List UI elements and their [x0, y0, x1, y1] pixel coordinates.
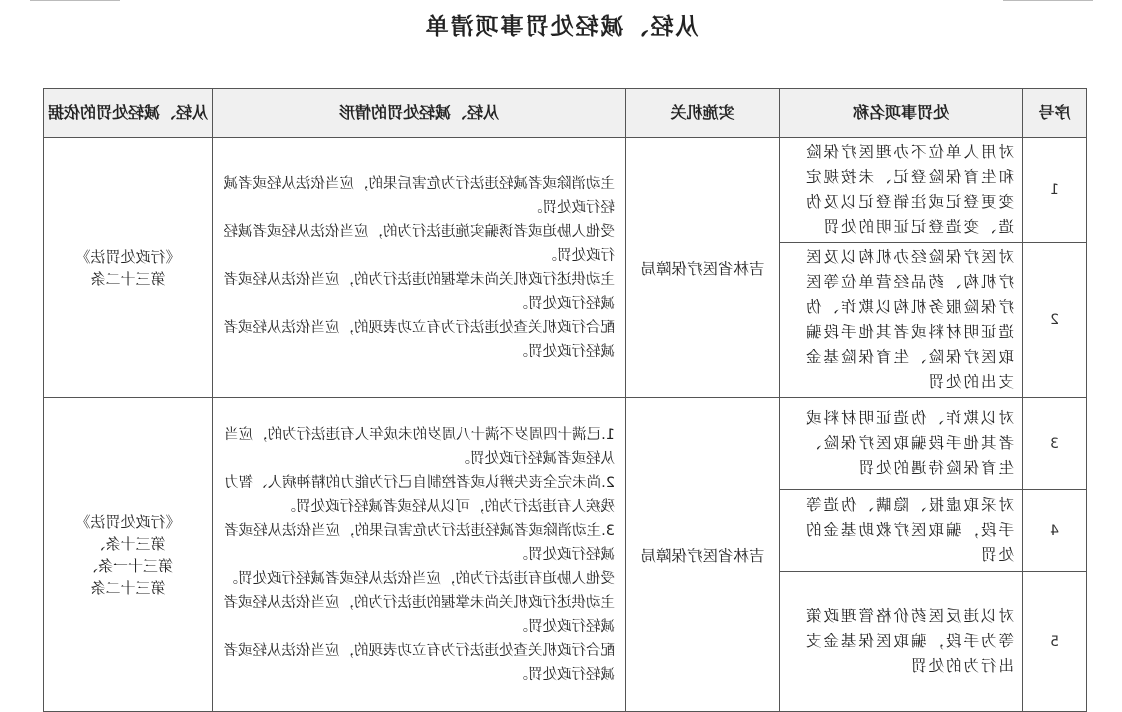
- seq-cell: [1023, 138, 1087, 243]
- item-name-cell: [780, 490, 1023, 572]
- item-number: 3: [1050, 435, 1059, 452]
- organ-cell: [626, 398, 780, 712]
- item-name: 对以违反医药价格管理政策等为手段，骗取医保基金支出行为的处罚: [803, 607, 1014, 675]
- penalty-table: [43, 88, 1087, 712]
- circumstance-item: 主动供述行政机关尚未掌握的违法行为的，应当依法从轻或者减轻行政处罚。: [223, 594, 615, 635]
- item-number: 1: [1050, 182, 1059, 198]
- basis-text: [44, 511, 212, 599]
- basis-line: 《行政处罚法》: [75, 247, 181, 266]
- circumstance-item: 1.已满十四周岁不满十八周岁的未成年人有违法行为的，应当从轻或者减轻行政处罚。: [224, 426, 615, 467]
- basis-cell: [44, 138, 213, 398]
- header-item-name: 处罚事项名称: [853, 103, 950, 122]
- circumstances-text: [213, 170, 625, 366]
- organ-name: 吉林省医疗保障局: [640, 259, 765, 278]
- circumstance-item: 3.主动消除或者减轻违法行为危害后果的，应当依法从轻或者减轻行政处罚。: [224, 522, 615, 563]
- item-name-cell: [780, 398, 1023, 490]
- basis-line: 第三十二条: [90, 269, 166, 288]
- table-row: [44, 138, 1087, 243]
- header-basis-cell: [44, 89, 213, 138]
- item-name: 对医疗保险经办机构以及医疗机构、药品经营单位等医疗保险服务机构以欺诈、伪造证明材料或者其他手段骗取医疗保险、生育保险基金支出的处罚: [803, 248, 1014, 391]
- basis-line: 第三十条、: [90, 534, 166, 553]
- circumstance-item: 主动消除或者减轻违法行为危害后果的，应当依法从轻或者减轻行政处罚。: [223, 175, 615, 216]
- basis-line: 第三十二条: [90, 578, 166, 597]
- header-name-cell: [780, 89, 1023, 138]
- seq-cell: [1023, 490, 1087, 572]
- header-org-cell: [626, 89, 780, 138]
- header-basis: 从轻、减轻处罚的依据: [48, 103, 209, 122]
- item-number: 4: [1050, 522, 1059, 539]
- circumstances-cell: [213, 398, 626, 712]
- basis-line: 第三十一条、: [83, 556, 174, 575]
- organ-name: 吉林省医疗保障局: [640, 546, 765, 565]
- header-seq: 序号: [1038, 103, 1071, 122]
- circumstance-item: 主动供述行政机关尚未掌握的违法行为的，应当依法从轻或者减轻行政处罚。: [223, 271, 615, 312]
- circumstance-item: 受他人胁迫或者诱骗实施违法行为的，应当依法从轻或者减轻行政处罚。: [223, 223, 615, 264]
- circumstance-item: 配合行政机关查处违法行为有立功表现的，应当依法从轻或者减轻行政处罚。: [223, 642, 615, 683]
- item-number: 5: [1050, 633, 1059, 650]
- organ-cell: [626, 138, 780, 398]
- page-title: 从轻、减轻处罚事项清单: [423, 14, 699, 40]
- item-name-cell: [780, 572, 1023, 712]
- circumstance-item: 2.尚未完全丧失辨认或者控制自己行为能力的精神病人、智力残疾人有违法行为的，可以从轻或者减轻行政处罚。: [224, 474, 615, 515]
- basis-cell: [44, 398, 213, 712]
- header-row: [44, 89, 1087, 138]
- seq-cell: [1023, 572, 1087, 712]
- top-rule-left: [30, 0, 120, 1]
- item-name: 对以欺诈、伪造证明材料或者其他手段骗取医疗保险、生育保险待遇的处罚: [803, 409, 1014, 477]
- table-row: [44, 398, 1087, 490]
- circumstances-text: [213, 421, 625, 689]
- circumstance-item: 受他人胁迫有违法行为的，应当依法从轻或者减轻行政处罚。: [223, 570, 615, 587]
- circumstance-item: 配合行政机关查处违法行为有立功表现的，应当依法从轻或者减轻行政处罚。: [223, 319, 615, 360]
- header-circ-cell: [213, 89, 626, 138]
- item-name-cell: [780, 243, 1023, 398]
- item-name-cell: [780, 138, 1023, 243]
- basis-text: [44, 246, 212, 290]
- header-organ: 实施机关: [670, 103, 735, 122]
- basis-line: 《行政处罚法》: [75, 512, 181, 531]
- header-circumstances: 从轻、减轻处罚的情形: [339, 103, 500, 122]
- header-seq-cell: [1023, 89, 1087, 138]
- seq-cell: [1023, 243, 1087, 398]
- top-rule-right: [1003, 0, 1093, 1]
- seq-cell: [1023, 398, 1087, 490]
- item-name: 对采取虚报、隐瞒、伪造等手段，骗取医疗救助基金的处罚: [803, 496, 1014, 564]
- item-name: 对用人单位不办理医疗保险和生育保险登记、未按规定变更登记或注销登记以及伪造、变造登记证明的处罚: [803, 143, 1014, 236]
- circumstances-cell: [213, 138, 626, 398]
- item-number: 2: [1050, 312, 1059, 328]
